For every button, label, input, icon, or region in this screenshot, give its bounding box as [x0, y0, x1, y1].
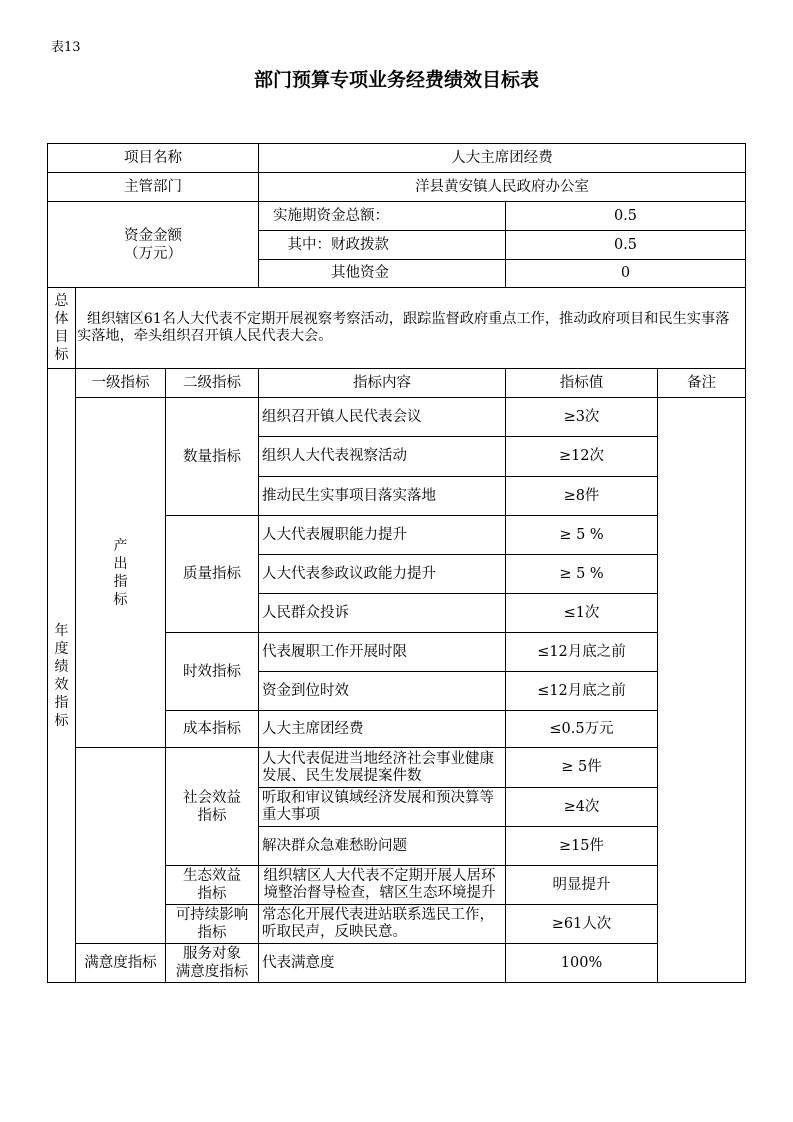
department-row [48, 173, 746, 202]
indicator-content: 组织召开镇人民代表会议 [259, 398, 506, 437]
level2-label-line: 数量指标 [183, 448, 241, 465]
indicator-content: 解决群众急难愁盼问题 [259, 827, 506, 866]
level2-label-line: 社会效益 [183, 789, 241, 806]
project-name-value: 人大主席团经费 [259, 144, 746, 173]
project-name-label: 项目名称 [48, 144, 259, 173]
indicator-value: ≥12次 [506, 437, 658, 477]
level1-benefit [76, 748, 166, 944]
level2-cost [166, 711, 259, 748]
indicator-value: ≥ 5 % [506, 555, 658, 594]
level1-output-text: 产出指标 [113, 537, 128, 608]
funds-fiscal-label: 其中：财政拨款 [259, 231, 506, 260]
funds-row [48, 202, 746, 231]
indicator-value: ≥ 5件 [506, 748, 658, 788]
level2-label-line: 生态效益 [183, 868, 241, 884]
indicator-content: 组织辖区人大代表不定期开展人居环境整治督导检查，辖区生态环境提升 [259, 866, 506, 905]
indicator-row [48, 398, 746, 437]
indicator-content: 人民群众投诉 [259, 594, 506, 633]
document-title: 部门预算专项业务经费绩效目标表 [253, 69, 539, 91]
level2-label-line: 可持续影响 [175, 907, 249, 923]
project-name-row [48, 144, 746, 173]
level2-label-line: 指标 [197, 925, 227, 941]
indicator-content: 常态化开展代表进站联系选民工作，听取民声，反映民意。 [259, 905, 506, 944]
indicator-value: ≥3次 [506, 398, 658, 437]
indicator-value: ≥ 5 % [506, 516, 658, 555]
level1-output [76, 398, 166, 748]
funds-fiscal-value: 0.5 [506, 231, 746, 260]
header-content: 指标内容 [259, 369, 506, 398]
indicator-header-row [48, 369, 746, 398]
level2-social-benefit [166, 748, 259, 866]
funds-total-label: 实施期资金总额： [259, 202, 506, 231]
indicator-content: 人大主席团经费 [259, 711, 506, 748]
indicator-content: 组织人大代表视察活动 [259, 437, 506, 477]
indicator-value: ≤12月底之前 [506, 633, 658, 672]
overall-goal-row [48, 288, 746, 369]
level1-satisfaction: 满意度指标 [76, 944, 166, 983]
level2-label-line: 指标 [197, 886, 227, 902]
indicator-content: 人大代表参政议政能力提升 [259, 555, 506, 594]
level2-service-satisfaction [166, 944, 259, 983]
indicator-value: ≤0.5万元 [506, 711, 658, 748]
department-label: 主管部门 [48, 173, 259, 202]
level2-label-line: 时效指标 [183, 663, 241, 680]
funds-other-label: 其他资金 [259, 260, 506, 288]
indicator-value: 100% [506, 944, 658, 983]
annual-indicators-label-text: 年度绩效指标 [54, 622, 69, 729]
level2-quantity [166, 398, 259, 516]
indicator-content: 资金到位时效 [259, 672, 506, 711]
level2-timeliness [166, 633, 259, 711]
indicator-row [48, 944, 746, 983]
indicator-content: 人大代表履职能力提升 [259, 516, 506, 555]
indicator-content: 推动民生实事项目落实落地 [259, 477, 506, 516]
indicator-content: 代表满意度 [259, 944, 506, 983]
header-remark: 备注 [658, 369, 746, 398]
funds-total-value: 0.5 [506, 202, 746, 231]
header-level2: 二级指标 [166, 369, 259, 398]
level2-label-line: 满意度指标 [175, 964, 249, 980]
level2-ecological-benefit [166, 866, 259, 905]
funds-other-value: 0 [506, 260, 746, 288]
department-value: 洋县黄安镇人民政府办公室 [259, 173, 746, 202]
level2-label-line: 质量指标 [183, 566, 241, 582]
header-value: 指标值 [506, 369, 658, 398]
level2-quality [166, 516, 259, 633]
funds-amount-label-line: 资金金额 [124, 227, 182, 244]
overall-goal-text: 组织辖区61名人大代表不定期开展视察考察活动，跟踪监督政府重点工作，推动政府项目和民生实事落实落地，牵头组织召开镇人民代表大会。 [76, 288, 746, 369]
header-level1: 一级指标 [76, 369, 166, 398]
level2-label-line: 服务对象 [183, 946, 241, 962]
indicator-value: ≤1次 [506, 594, 658, 633]
indicator-row [48, 748, 746, 788]
indicator-value: ≥8件 [506, 477, 658, 516]
indicator-content: 听取和审议镇域经济发展和预决算等重大事项 [259, 788, 506, 827]
indicator-value: ≥15件 [506, 827, 658, 866]
indicator-content: 代表履职工作开展时限 [259, 633, 506, 672]
annual-indicators-label [48, 369, 76, 983]
level2-sustainable-impact [166, 905, 259, 944]
remark-cell [658, 398, 746, 983]
performance-target-table [47, 143, 746, 983]
table-number: 表13 [51, 40, 81, 55]
indicator-value: ≥61人次 [506, 905, 658, 944]
level2-label-line: 指标 [197, 807, 227, 824]
level2-label-line: 成本指标 [183, 721, 241, 737]
overall-goal-label-text: 总体目标 [54, 293, 69, 363]
funds-amount-label [48, 202, 259, 288]
funds-amount-label-line: （万元） [124, 245, 182, 262]
indicator-value: 明显提升 [506, 866, 658, 905]
indicator-value: ≥4次 [506, 788, 658, 827]
indicator-value: ≤12月底之前 [506, 672, 658, 711]
indicator-content: 人大代表促进当地经济社会事业健康发展、民生发展提案件数 [259, 748, 506, 788]
overall-goal-label [48, 288, 76, 369]
